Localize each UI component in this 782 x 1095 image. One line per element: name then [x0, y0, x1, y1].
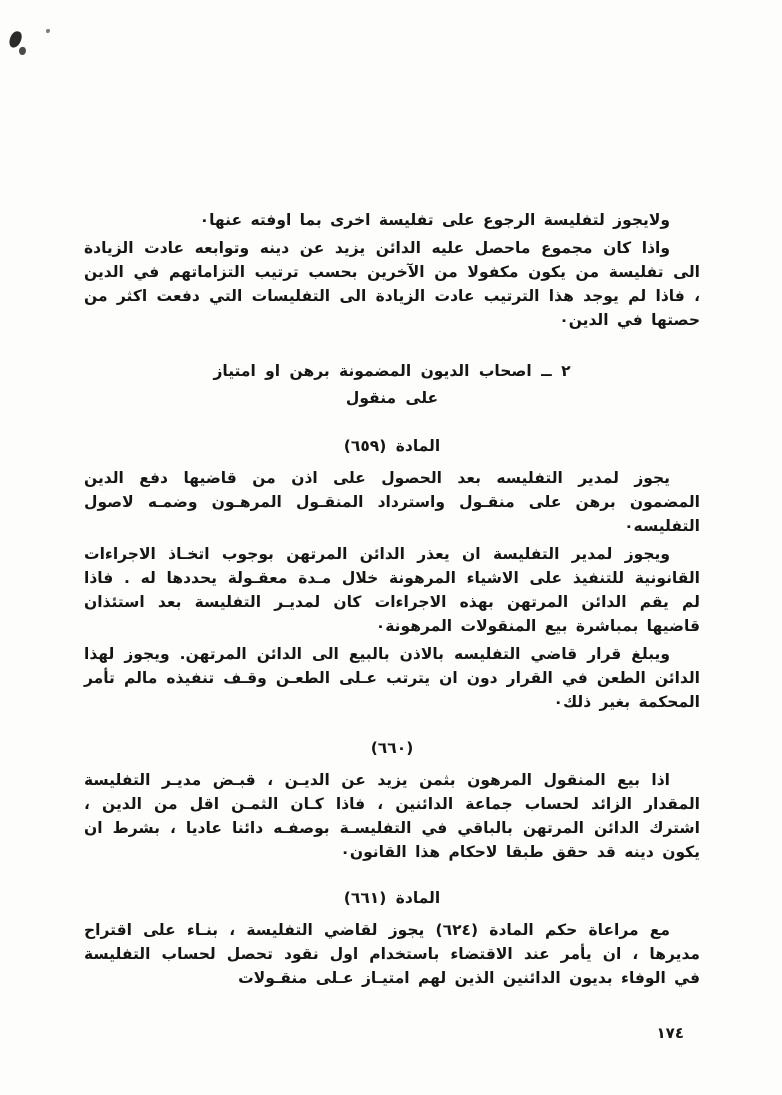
page-content: [84, 208, 700, 994]
article-659: [84, 434, 700, 714]
page-number: ١٧٤: [656, 1024, 684, 1042]
intro-paragraph-1: ولايجوز لتفليسة الرجوع على تفليسة اخرى بما اوفته عنها٠: [199, 211, 670, 229]
article-title: المادة (٦٥٩): [343, 437, 441, 455]
intro-paragraph-2: واذا كان مجموع ماحصل عليه الدائن يزيد عن دينه وتوابعه عادت الزيادة الى تفليسة من يكون مكفولا من الآخرين بحسب ترتيب التزاماتهم في الدين ، فاذا لم يوجد هذا الترتيب عادت الزيادة الى التفليسات التي دفعت اكثر من حصتها في الدين٠: [84, 239, 700, 329]
scan-artifact: [46, 29, 50, 33]
article-660: [84, 736, 700, 864]
section-heading: [84, 358, 700, 412]
article-paragraph: اذا بيع المنقول المرهون بثمن يزيد عن الديـن ، قبـض مديـر التفليسة المقدار الزائد لحساب جماعة الدائنين ، فاذا كـان الثمـن اقل من الدين ، اشترك الدائن المرتهن بالباقي في التفليسـة بوصفـه دائنا عاديا ، بشرط ان يكون دينه قد حقق طبقا لاحكام هذا القانون٠: [84, 771, 700, 861]
article-paragraph: ويبلغ قرار قاضي التفليسه بالاذن بالبيع الى الدائن المرتهن. ويجوز لهذا الدائن الطعن في القرار دون ان يترتب عـلى الطعـن وقـف تنفيذه مالم تأمر المحكمة بغير ذلك٠: [84, 645, 700, 711]
article-title: (٦٦٠): [370, 739, 414, 757]
article-title: المادة (٦٦١): [343, 889, 441, 907]
article-661: [84, 886, 700, 990]
section-heading-line1: ٢ ــ اصحاب الديون المضمونة برهن او امتياز: [213, 362, 571, 380]
section-heading-line2: على منقول: [345, 389, 439, 407]
scan-artifact: [18, 46, 26, 55]
article-paragraph: مع مراعاة حكم المادة (٦٢٤) يجوز لقاضي التفليسة ، بنـاء على اقتراح مديرها ، ان يأمر عند الاقتضاء باستخدام اول نقود تحصل لحساب التفليسة في الوفاء بديون الدائنين الذين لهم امتيـاز عـلى منقـولات: [84, 921, 700, 987]
article-paragraph: ويجوز لمدير التفليسة ان يعذر الدائن المرتهن بوجوب اتخـاذ الاجراءات القانونية للتنفيذ على الاشياء المرهونة خلال مـدة معقـولة يحددها له . فاذا لم يقم الدائن المرتهن بهذه الاجراءات كان لمديـر التفليسة بعد استئذان قاضيها بمباشرة بيع المنقولات المرهونة٠: [84, 545, 700, 635]
article-paragraph: يجوز لمدير التفليسه بعد الحصول على اذن من قاضيها دفع الدين المضمون برهن على منقـول واسترداد المنقـول المرهـون وضمـه لاصول التفليسه٠: [84, 469, 700, 535]
